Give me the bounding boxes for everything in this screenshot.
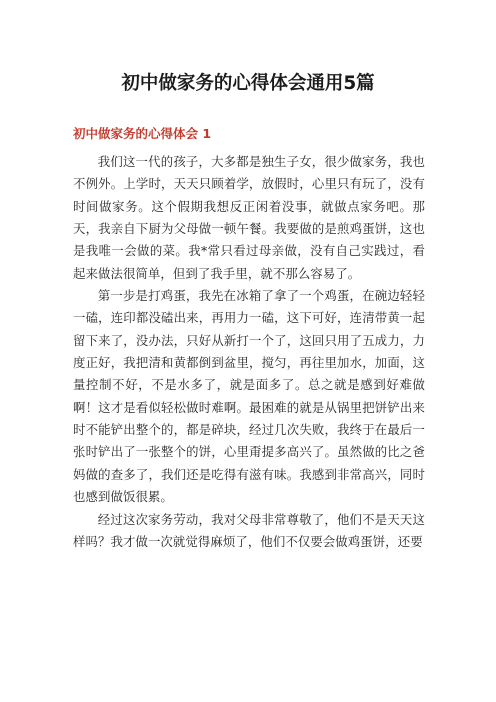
paragraph: 我们这一代的孩子，大多都是独生子女，很少做家务，我也不例外。上学时，天天只顾着学，放假时，心里只有玩了，没有时间做家务。这个假期我想反正闲着没事，就做点家务吧。那天，我亲自下厨为父母做一顿午餐。我要做的是煎鸡蛋饼，这也是我唯一会做的菜。我*常只看过母亲做，没有自己实践过，看起来做法很简单，但到了我手里，就不那么容易了。	[73, 154, 425, 281]
document-title: 初中做家务的心得体会通用5篇	[121, 73, 375, 94]
section-heading: 初中做家务的心得体会 1	[73, 126, 212, 141]
document-body	[73, 151, 425, 553]
paragraph: 第一步是打鸡蛋，我先在冰箱了拿了一个鸡蛋，在碗边轻轻一磕，连印都没磕出来，再用力一磕，这下可好，连清带黄一起留下来了，没办法，只好从新打一个了，这回只用了五成力，力度正好，我把清和黄都倒到盆里，搅匀，再往里加水，加面，这量控制不好，不是水多了，就是面多了。总之就是感到好难做啊！这才是看似轻松做时难啊。最困难的就是从锅里把饼铲出来时不能铲出整个的，都是碎块，经过几次失败，我终于在最后一张时铲出了一张整个的饼，心里甭提多高兴了。虽然做的比之爸妈做的查多了，我们还是吃得有滋有味。我感到非常高兴，同时也感到做饭很累。	[73, 288, 425, 505]
paragraph: 经过这次家务劳动，我对父母非常尊敬了，他们不是天天这样吗？我才做一次就觉得麻烦了，他们不仅要会做鸡蛋饼，还要	[73, 511, 425, 549]
